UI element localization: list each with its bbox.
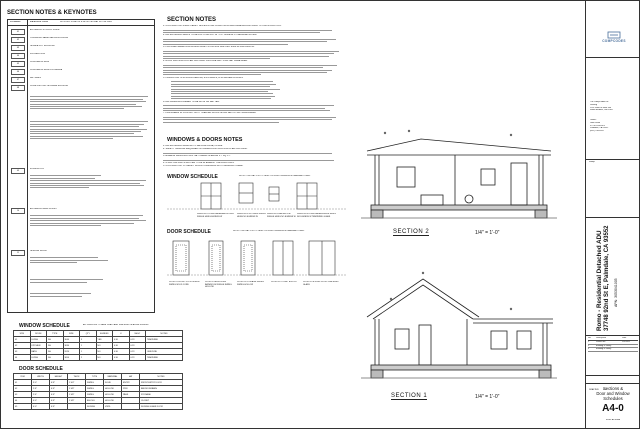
sheet-number: A4-0 bbox=[602, 403, 624, 414]
keynotes-title: SECTION NOTES & KEYNOTES bbox=[7, 10, 97, 16]
company-line: Drafting bbox=[590, 103, 598, 106]
sheet-title-line: Schedules bbox=[603, 396, 623, 401]
keynotes-table bbox=[7, 19, 155, 313]
wd-note: 4. U-FACTOR AND SHGC PER TITLE 24 ENERGY CALCULATIONS. bbox=[163, 162, 235, 165]
keynote-item: COMPOSITION SHINGLE ROOFING bbox=[30, 85, 69, 87]
project-title: Romo - Residential Detached ADU bbox=[596, 230, 603, 331]
keynotes-col-note: NOTE: ALL SYMBOLS & KEYNOTES MAY NOT BE USED bbox=[60, 21, 113, 23]
section-notes-title: SECTION NOTES bbox=[167, 17, 217, 23]
window-table-header: EGRESS bbox=[96, 331, 113, 337]
window-elevation-label: WINDOW 02 KITCHEN SINGLE HUNG NO EGRESS W bbox=[237, 213, 266, 218]
window-table-header: QTY bbox=[80, 331, 97, 337]
keynote-flag: 04 bbox=[11, 53, 25, 59]
drafter-label: DRAFTER: bbox=[589, 389, 599, 391]
door-table-header: WIDTH bbox=[32, 374, 50, 380]
window-table-header: ROOM bbox=[30, 331, 47, 337]
keynote-flag: 11 bbox=[11, 250, 25, 256]
keynote-item: CONCRETE SLAB ON GRADE bbox=[30, 69, 63, 71]
sheet-title-line: Sections & bbox=[602, 386, 624, 391]
keynote-item: INSULATION bbox=[30, 168, 44, 170]
company-info bbox=[590, 101, 638, 112]
windows-doors-notes-title: WINDOWS & DOORS NOTES bbox=[167, 137, 243, 143]
sheet-title-line: Door and Window bbox=[596, 391, 630, 396]
keynote-text-block bbox=[30, 214, 148, 227]
table-row: 01 3'-0" 6'-8" 1 3/4" SWING SOLID ENTRY FRONT ENTRY DOOR bbox=[14, 380, 183, 386]
company-line: Santa Barbara, CA 93105 bbox=[590, 109, 613, 112]
section-note: 7. FASTENERS IN CONTACT WITH TREATED WOOD SHALL BE HOT-DIP GALVANIZED. bbox=[163, 112, 257, 115]
door-elevation-label: DOOR 04 CLOSET BI-FOLD bbox=[271, 281, 297, 283]
door-schedule-title: DOOR SCHEDULE bbox=[167, 229, 211, 235]
keynote-text-block bbox=[30, 120, 148, 141]
window-table bbox=[13, 330, 183, 361]
window-table-header: TYPE bbox=[47, 331, 64, 337]
windows-doors-notes-block bbox=[163, 145, 341, 169]
table-row: 1 Permit Set 1/5/2024 bbox=[588, 341, 638, 345]
company-line: The CompCodes Inc. bbox=[590, 101, 609, 103]
owner-line: (661) 706-6205 bbox=[590, 130, 604, 133]
keynotes-col-description: DESCRIPTION bbox=[30, 21, 48, 23]
keynote-text-block bbox=[30, 292, 148, 298]
door-schedule-note: NOTE: CONTRACTOR TO VERIFY ROUGH OPENINGS W/ MANUFACTURER. bbox=[233, 230, 305, 232]
section-note: 3. PROVIDE FIREBLOCKING AND DRAFTSTOPPING PER CRC R302.11 AND R302.12. bbox=[163, 46, 255, 49]
door-table-header: HEIGHT bbox=[50, 374, 68, 380]
window-table-header: U bbox=[113, 331, 130, 337]
window-elevation-label: WINDOW 03 BATHROOM SINGLE HUNG NO EGRESS W bbox=[267, 213, 296, 218]
keynote-item: SINGLE PLY ROOFING bbox=[30, 45, 55, 47]
window-elevation-label: WINDOW 01 LIVING AREA BEDROOMS SINGLE HUNG EGRESS W bbox=[197, 213, 234, 218]
table-row: 03 BATH SH 2020 1 NO 0.30 0.23 OBSCURE bbox=[14, 349, 183, 355]
keynote-flag: 06 bbox=[11, 69, 25, 75]
door-table bbox=[13, 373, 183, 410]
keynote-flag: 08 bbox=[11, 85, 25, 91]
keynote-flag: 01 bbox=[11, 29, 25, 35]
keynote-text-block bbox=[30, 278, 148, 284]
project-apn: APN: 3053041005 bbox=[614, 278, 618, 307]
door-table-header: HW bbox=[122, 374, 140, 380]
door-table-header: MATERIAL bbox=[104, 374, 122, 380]
wd-note: 1. ALL EXTERIOR GLAZING TO BE DUAL PANE, LOW-E. bbox=[163, 145, 223, 147]
revision-header: Date bbox=[622, 337, 627, 339]
keynote-item: EXTERIOR WALL FINISH bbox=[30, 208, 57, 210]
door-elevation-label: DOOR 03 STORAGE SINGLE SWING HOLLOW bbox=[237, 281, 264, 286]
section-note: 1. CONTRACTOR SHALL VERIFY ALL EXISTING CONDITIONS AND DIMENSIONS PRIOR TO CONSTRUCTION. bbox=[163, 25, 282, 27]
owner-line: Palmdale, CA 93552 bbox=[590, 127, 609, 130]
window-table-header: SYM bbox=[14, 331, 31, 337]
keynote-item: CONCRETE SLAB bbox=[30, 61, 50, 63]
keynote-flag: 02 bbox=[11, 37, 25, 43]
company-logo-text: COMPCODES bbox=[602, 39, 626, 43]
keynote-flag: 03 bbox=[11, 45, 25, 51]
section-2-scale: 1/4" = 1'-0" bbox=[475, 230, 500, 236]
keynote-flag: 07 bbox=[11, 77, 25, 83]
keynote-flag: 05 bbox=[11, 61, 25, 67]
door-table-title: DOOR SCHEDULE bbox=[19, 366, 63, 372]
section-note: 6. ALL FRAMING LUMBER TO BE DF #2 OR BETTER. bbox=[163, 100, 220, 103]
window-elevation-label: WINDOW 04 LIVING AREA SINGLE HUNG NO EGRESS W TEMPERED GLASS bbox=[297, 213, 336, 218]
door-table-header: SYM bbox=[14, 374, 32, 380]
door-elevation-label: DOOR 05 SLIDING DOOR TEMPERED GLASS bbox=[303, 281, 339, 286]
door-elevation-label: DOOR 02 BEDROOMS BATHROOM SINGLE SWING HOLLOW bbox=[205, 281, 232, 289]
company-logo bbox=[592, 31, 636, 47]
table-row: 03 2'-6" 6'-8" 1 3/8" SWING HOLLOW PASS STORAGE bbox=[14, 392, 183, 398]
owner-info bbox=[590, 119, 638, 133]
table-row: 04 4'-0" 6'-8" 1 3/8" BI-FOLD HOLLOW CLOSET bbox=[14, 398, 183, 404]
window-table-header: SIZE bbox=[63, 331, 80, 337]
drafter-value: U.L bbox=[603, 389, 607, 391]
owner-label: Owner: bbox=[590, 119, 597, 121]
keynote-item: DRYWALL bbox=[30, 77, 41, 79]
revision-table bbox=[588, 337, 638, 352]
wd-note: 2. SAFETY GLAZING REQUIRED IN HAZARDOUS LOCATIONS PER CRC R308. bbox=[163, 148, 248, 151]
scale-label: Scale: As Noted bbox=[605, 419, 621, 421]
table-row: 02 2'-8" 6'-8" 1 3/8" SWING HOLLOW PRIV BEDROOM/BATH bbox=[14, 386, 183, 392]
revision-header: Description bbox=[596, 337, 607, 339]
section-notes-block bbox=[163, 25, 341, 124]
section-1-label: SECTION 1 bbox=[391, 393, 428, 399]
table-row: 05 6'-0" 6'-8" SLIDING VINYL SLIDING GLASS DOOR bbox=[14, 404, 183, 410]
owner-line: 37748 92nd St E bbox=[590, 124, 605, 127]
table-row: 02 KITCHEN SH 3030 1 NO 0.30 0.23 bbox=[14, 343, 183, 349]
window-schedule-title: WINDOW SCHEDULE bbox=[167, 174, 218, 180]
wd-note: 5. CONTRACTOR TO VERIFY ROUGH OPENINGS WITH MANUFACTURER. bbox=[163, 165, 244, 168]
keynote-item: FOUNDATION bbox=[30, 53, 46, 55]
revision-header: No. bbox=[588, 337, 592, 339]
section-1-scale: 1/4" = 1'-0" bbox=[475, 394, 500, 400]
logo-icon bbox=[607, 31, 621, 39]
keynote-item: EXTERIOR STUCCO FINISH bbox=[30, 29, 61, 31]
window-schedule-note: NOTE: CONTRACTOR TO VERIFY ROUGH OPENINGS W/ MANUFACTURER. bbox=[239, 175, 311, 177]
door-table-header: NOTES bbox=[140, 374, 183, 380]
door-table-header: TYPE bbox=[86, 374, 104, 380]
table-row: 3 Building & Safety bbox=[588, 348, 638, 352]
company-line: 2901 State St Suite 306 bbox=[590, 106, 612, 109]
section-1-drawing bbox=[361, 259, 557, 389]
keynote-text-block bbox=[30, 174, 148, 190]
keynote-item: SLIDING DOOR bbox=[30, 250, 47, 252]
section-2-label: SECTION 2 bbox=[393, 229, 430, 235]
keynote-item: STANDING SEAM METAL ROOFING bbox=[30, 37, 69, 39]
owner-line: Uriel Romo bbox=[590, 121, 601, 124]
section-note: 5. INSULATION: R-38 ROOF/CEILING, R-21 WALLS, R-19 RAISED FLOORS. bbox=[163, 76, 244, 79]
window-table-note: ALL WINDOWS TO HAVE DUAL PANE TEMPERED GLASS AT EGRESS bbox=[83, 324, 149, 326]
keynote-text-block bbox=[30, 95, 148, 111]
table-row: 04 LIVING SH 3050 2 NO 0.30 0.23 TEMPERED bbox=[14, 355, 183, 361]
door-table-header: THICK bbox=[68, 374, 86, 380]
stamp-label: Stamp bbox=[589, 161, 595, 163]
keynote-text-block bbox=[30, 256, 148, 265]
project-address: 37748 92nd St E, Palmdale, CA 93552 bbox=[604, 225, 610, 331]
door-elevation-label: DOOR 01 FRONT DOOR SINGLE SWING SOLID CORE bbox=[169, 281, 200, 286]
wd-note: 3. EGRESS WINDOWS: MIN. NET CLEAR OPENING 5.7 SQ. FT. bbox=[163, 155, 231, 158]
section-2-drawing bbox=[361, 121, 557, 227]
table-row: 01 LIVING SH 3040 3 YES 0.30 0.23 TEMPERED bbox=[14, 337, 183, 343]
window-table-header: NOTES bbox=[146, 331, 183, 337]
keynotes-col-symbol: SYMBOL bbox=[10, 21, 22, 23]
sheet-title bbox=[586, 386, 640, 401]
section-note: 2. ALL EXTERIOR WALLS TO BE 2X6 STUDS AT 16" O.C. UNLESS OTHERWISE NOTED. bbox=[163, 34, 257, 37]
window-table-header: SHGC bbox=[129, 331, 146, 337]
title-block bbox=[585, 1, 640, 428]
section-note: 4. ROOF VENTILATION PER CRC R806. PROVIDE MIN. 1/150 NET FREE AREA. bbox=[163, 60, 248, 63]
keynote-flag: 09 bbox=[11, 168, 25, 174]
window-table-title: WINDOW SCHEDULE bbox=[19, 323, 70, 329]
keynote-flag: 10 bbox=[11, 208, 25, 214]
table-row: 2 Building & Safety bbox=[588, 345, 638, 349]
